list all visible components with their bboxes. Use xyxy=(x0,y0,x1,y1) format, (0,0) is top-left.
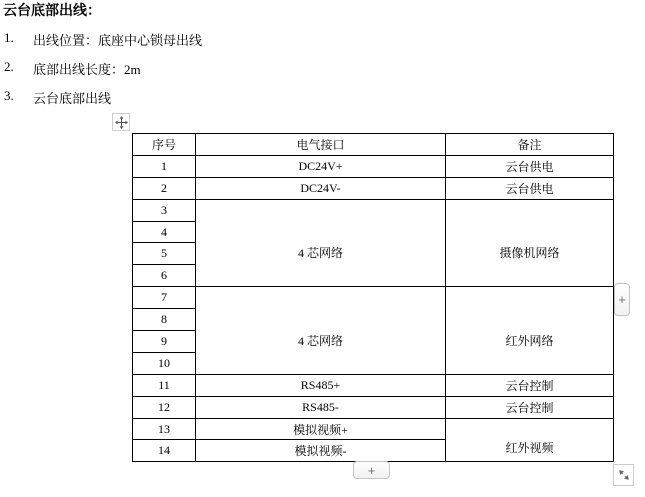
cell-no[interactable]: 10 xyxy=(133,352,196,374)
cell-interface[interactable]: 模拟视频- xyxy=(196,440,446,462)
cell-interface[interactable]: RS485- xyxy=(196,396,446,418)
header-cell-interface[interactable]: 电气接口 xyxy=(196,134,446,156)
cell-remark[interactable]: 云台控制 xyxy=(446,396,614,418)
cell-no[interactable]: 4 xyxy=(133,221,196,243)
table-resize-handle[interactable] xyxy=(613,464,634,486)
cell-remark[interactable]: 云台供电 xyxy=(446,155,614,177)
cell-interface-merged[interactable]: 4 芯网络 xyxy=(196,287,446,375)
diagonal-resize-icon xyxy=(617,468,631,482)
table-move-handle[interactable] xyxy=(112,113,130,131)
cell-no[interactable]: 1 xyxy=(133,155,196,177)
cable-table xyxy=(132,133,613,462)
table-row xyxy=(133,155,614,177)
plus-icon: + xyxy=(367,462,376,478)
page-title: 云台底部出线： xyxy=(3,4,101,19)
cell-interface[interactable]: RS485+ xyxy=(196,374,446,396)
cell-no[interactable]: 8 xyxy=(133,309,196,331)
cell-no[interactable]: 9 xyxy=(133,331,196,353)
table-header-row xyxy=(133,134,614,156)
table-row xyxy=(133,374,614,396)
cell-interface[interactable]: DC24V+ xyxy=(196,155,446,177)
table-row xyxy=(133,418,614,440)
cell-no[interactable]: 5 xyxy=(133,243,196,265)
cell-interface-merged[interactable]: 4 芯网络 xyxy=(196,199,446,287)
cell-no[interactable]: 7 xyxy=(133,287,196,309)
list-text: 云台底部出线 xyxy=(33,91,112,106)
cell-interface[interactable]: DC24V- xyxy=(196,177,446,199)
table-row xyxy=(133,199,614,221)
cell-no[interactable]: 11 xyxy=(133,374,196,396)
table-row xyxy=(133,287,614,309)
cell-no[interactable]: 14 xyxy=(133,440,196,462)
cell-no[interactable]: 3 xyxy=(133,199,196,221)
cell-remark[interactable]: 云台控制 xyxy=(446,374,614,396)
add-column-button[interactable] xyxy=(614,283,630,316)
header-cell-remark[interactable]: 备注 xyxy=(446,134,614,156)
cell-no[interactable]: 13 xyxy=(133,418,196,440)
cell-remark-merged[interactable]: 红外网络 xyxy=(446,287,614,375)
cell-no[interactable]: 2 xyxy=(133,177,196,199)
move-arrows-icon xyxy=(115,116,128,129)
list-number: 1. xyxy=(4,30,14,45)
table-row xyxy=(133,177,614,199)
cell-no[interactable]: 12 xyxy=(133,396,196,418)
add-row-button[interactable] xyxy=(353,461,390,479)
cell-remark[interactable]: 云台供电 xyxy=(446,177,614,199)
header-cell-no[interactable]: 序号 xyxy=(133,134,196,156)
cell-remark-merged[interactable]: 红外视频 xyxy=(446,418,614,462)
plus-icon: + xyxy=(618,292,626,307)
list-text: 出线位置：底座中心锁母出线 xyxy=(33,33,203,48)
list-number: 2. xyxy=(4,59,14,74)
list-number: 3. xyxy=(4,88,14,103)
cell-no[interactable]: 6 xyxy=(133,265,196,287)
table-row xyxy=(133,396,614,418)
cell-remark-merged[interactable]: 摄像机网络 xyxy=(446,199,614,287)
cell-interface[interactable]: 模拟视频+ xyxy=(196,418,446,440)
list-text: 底部出线长度：2m xyxy=(33,62,141,77)
